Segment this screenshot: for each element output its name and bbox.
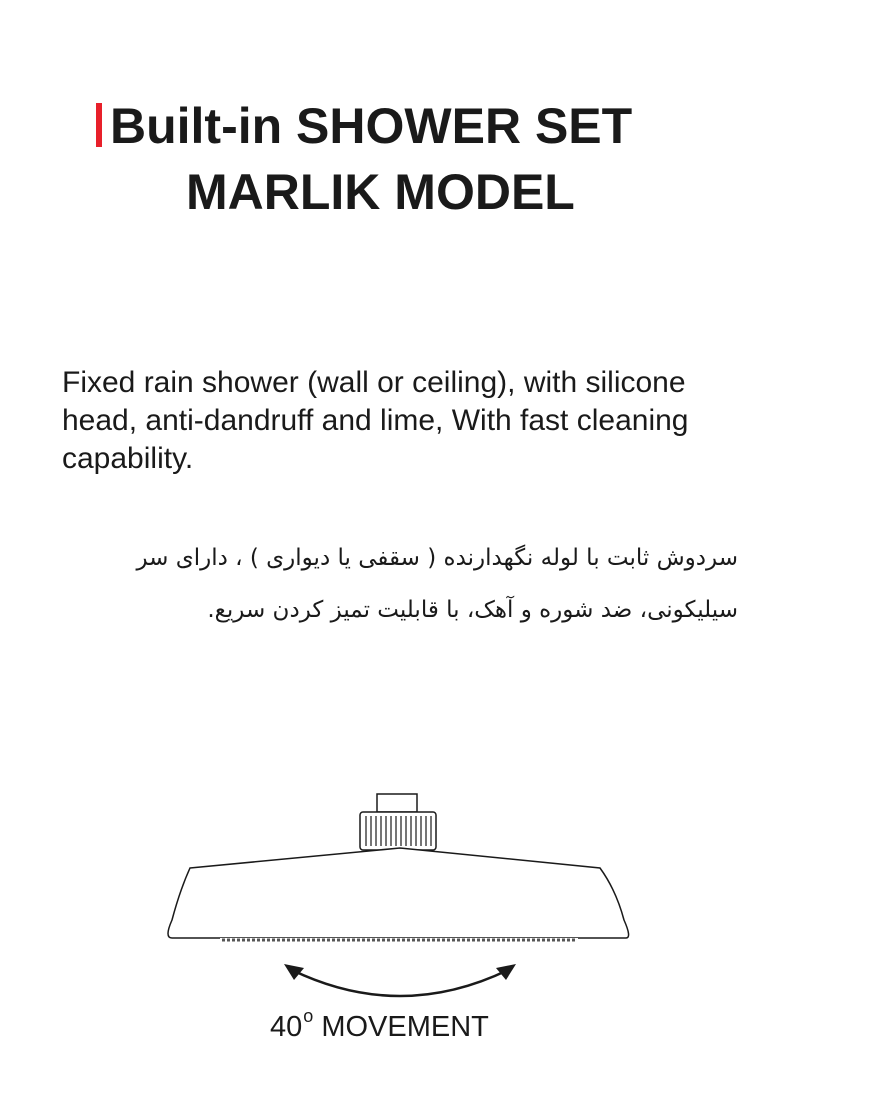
connector-cap	[377, 794, 417, 812]
movement-angle: 40	[270, 1011, 303, 1043]
arrow-right-icon	[496, 964, 516, 980]
title-accent-bar	[96, 103, 102, 147]
description-english: Fixed rain shower (wall or ceiling), with silicone head, anti-dandruff and lime, With fast cleaning capability.	[62, 366, 689, 475]
title-text-1: Built-in SHOWER SET	[110, 98, 633, 154]
movement-arc	[292, 970, 508, 996]
nozzle-row	[220, 938, 578, 942]
arrow-left-icon	[284, 964, 304, 980]
degree-symbol: o	[303, 1006, 314, 1026]
title-line-1	[96, 96, 632, 156]
movement-text: MOVEMENT	[321, 1011, 489, 1043]
movement-label	[270, 1006, 489, 1044]
shower-head-body	[168, 848, 629, 938]
title-line-2: MARLIK MODEL	[186, 164, 575, 220]
description-persian: سردوش ثابت با لوله نگهدارنده ( سقفی یا دیواری ) ، دارای سر سیلیکونی، ضد شوره و آهک، با قابلیت تمیز کردن سریع.	[136, 545, 738, 623]
